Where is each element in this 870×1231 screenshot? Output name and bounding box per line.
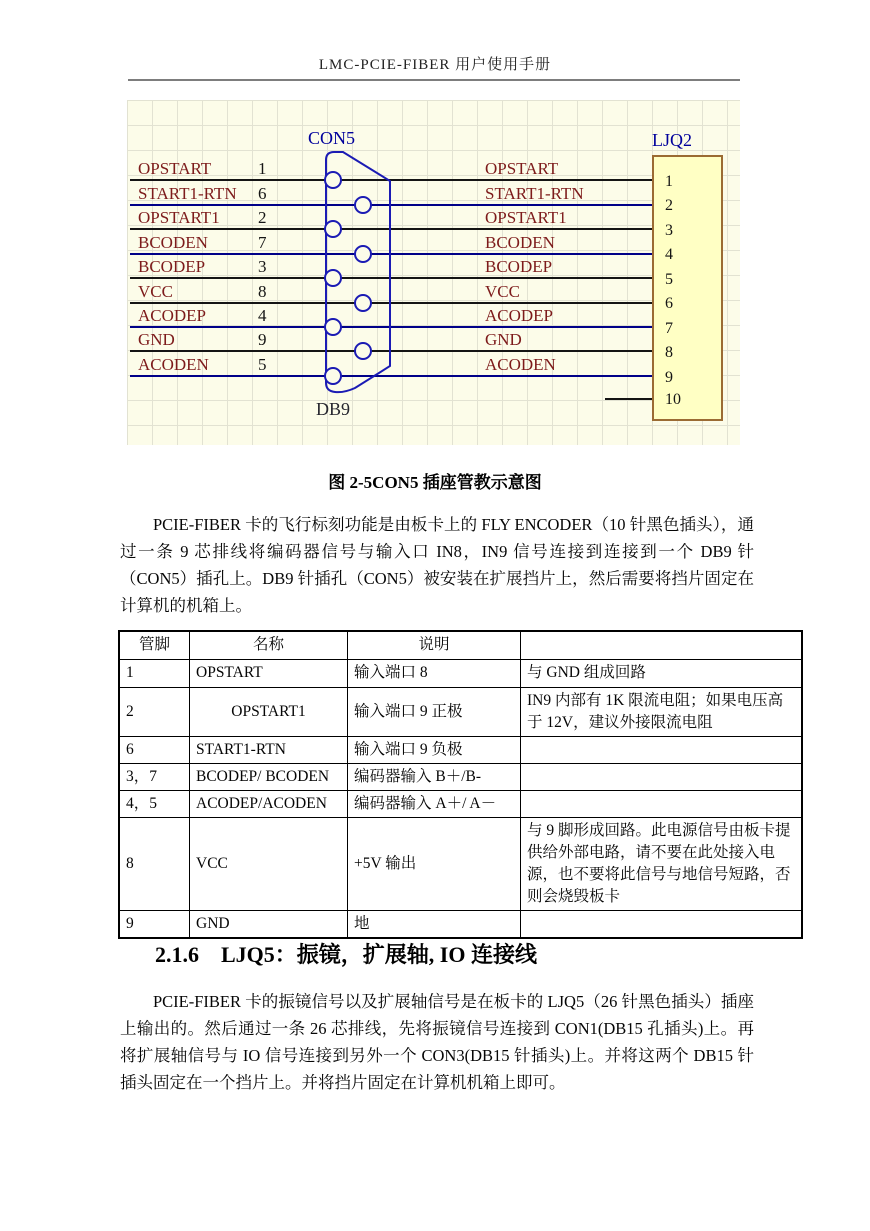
table-cell: 4，5 (119, 790, 190, 817)
section-heading (155, 938, 537, 969)
table-cell: 8 (119, 817, 190, 910)
table-cell (521, 910, 803, 938)
con5-schematic-figure (127, 100, 740, 445)
signal-label-right: VCC (485, 282, 520, 301)
db9-pin8-circle (355, 295, 371, 311)
pin-number: 5 (258, 355, 267, 374)
signal-label: OPSTART (138, 159, 212, 178)
table-cell: BCODEP/ BCODEN (190, 763, 348, 790)
signal-label-right: GND (485, 330, 522, 349)
table-cell: 1 (119, 659, 190, 687)
db9-pin4-circle (325, 319, 341, 335)
table-cell: 输入端口 8 (348, 659, 521, 687)
signal-label-right: ACODEP (485, 306, 554, 325)
signal-label: ACODEP (138, 306, 207, 325)
db9-pin2-circle (325, 221, 341, 237)
ljq2-pin: 6 (665, 295, 673, 312)
signal-label: GND (138, 330, 175, 349)
col-header-desc: 说明 (348, 631, 521, 659)
pin-number: 6 (258, 184, 267, 203)
ljq2-pin: 5 (665, 271, 673, 288)
paragraph-ljq5: PCIE-FIBER 卡的振镜信号以及扩展轴信号是在板卡的 LJQ5（26 针黑色插头）插座上输出的。然后通过一条 26 芯排线，先将振镜信号连接到 CON1(DB15 孔插头)上。再将扩展轴信号与 IO 信号连接到另外一个 CON3(DB15 针插头)上。并将这两个 DB15 针插头固定在一个挡片上。并将挡片固定在计算机机箱上即可。 (120, 992, 754, 1092)
table-cell: 编码器输入 A＋/ A－ (348, 790, 521, 817)
signal-label-right: BCODEN (485, 233, 555, 252)
ljq2-label: LJQ2 (652, 130, 692, 150)
pin-number: 4 (258, 306, 267, 325)
pin-number: 2 (258, 208, 267, 227)
db9-pin3-circle (325, 270, 341, 286)
table-cell: 6 (119, 736, 190, 763)
table-cell: 9 (119, 910, 190, 938)
table-cell: IN9 内部有 1K 限流电阻；如果电压高于 12V，建议外接限流电阻 (521, 687, 803, 736)
table-cell: 与 9 脚形成回路。此电源信号由板卡提供给外部电路，请不要在此处接入电源，也不要将此信号与地信号短路，否则会烧毁板卡 (521, 817, 803, 910)
header-divider (128, 79, 740, 81)
signal-label: BCODEP (138, 257, 206, 276)
table-cell (521, 736, 803, 763)
signal-label: START1-RTN (138, 184, 237, 203)
ljq2-pin: 4 (665, 246, 673, 263)
paragraph-con5: PCIE-FIBER 卡的飞行标刻功能是由板卡上的 FLY ENCODER（10 针黑色插头），通过一条 9 芯排线将编码器信号与输入口 IN8，IN9 信号连接到连接到一个 DB9 针（CON5）插孔上。DB9 针插孔（CON5）被安装在扩展挡片上，然后需要将挡片固定在计算机的机箱上。 (120, 515, 754, 615)
pin-number: 8 (258, 282, 267, 301)
table-cell: 2 (119, 687, 190, 736)
signal-label-right: OPSTART (485, 159, 559, 178)
signal-label: VCC (138, 282, 173, 301)
page-header-title: LMC-PCIE-FIBER 用户使用手册 (318, 57, 552, 73)
table-row (119, 687, 802, 736)
signal-label: ACODEN (138, 355, 209, 374)
figure-caption: 图 2-5CON5 插座管教示意图 (328, 473, 542, 492)
table-row (119, 659, 802, 687)
schematic-canvas (127, 100, 740, 445)
db9-pin1-circle (325, 172, 341, 188)
table-cell: GND (190, 910, 348, 938)
table-cell: 地 (348, 910, 521, 938)
col-header-pin: 管脚 (119, 631, 190, 659)
table-cell (521, 790, 803, 817)
pin-number: 7 (258, 233, 267, 252)
col-header-note (521, 631, 803, 659)
pin-number: 3 (258, 257, 267, 276)
ljq2-pin: 10 (665, 391, 681, 408)
table-cell: 输入端口 9 正极 (348, 687, 521, 736)
ljq2-pin: 7 (665, 320, 673, 337)
pin-number: 1 (258, 159, 267, 178)
table-cell (521, 763, 803, 790)
table-cell: 与 GND 组成回路 (521, 659, 803, 687)
ljq2-pin: 9 (665, 369, 673, 386)
db9-pin7-circle (355, 246, 371, 262)
signal-label-right: OPSTART1 (485, 208, 567, 227)
signal-label-right: ACODEN (485, 355, 556, 374)
col-header-name: 名称 (190, 631, 348, 659)
con5-label: CON5 (308, 128, 356, 148)
table-cell: ACODEP/ACODEN (190, 790, 348, 817)
table-cell: 3，7 (119, 763, 190, 790)
signal-label-right: START1-RTN (485, 184, 584, 203)
table-row (119, 817, 802, 910)
table-cell: OPSTART (190, 659, 348, 687)
pin-number: 9 (258, 330, 267, 349)
table-cell: 输入端口 9 负极 (348, 736, 521, 763)
table-cell: +5V 输出 (348, 817, 521, 910)
db9-pin9-circle (355, 343, 371, 359)
signal-label: BCODEN (138, 233, 208, 252)
table-row (119, 910, 802, 938)
db9-pin6-circle (355, 197, 371, 213)
ljq2-pin: 3 (665, 222, 673, 239)
table-cell: 编码器输入 B＋/B- (348, 763, 521, 790)
table-row (119, 736, 802, 763)
pin-description-table (118, 630, 803, 939)
db9-pin5-circle (325, 368, 341, 384)
db9-label: DB9 (316, 399, 351, 419)
table-row (119, 790, 802, 817)
ljq2-pin: 8 (665, 344, 673, 361)
table-cell: OPSTART1 (190, 687, 348, 736)
signal-label-right: BCODEP (485, 257, 553, 276)
table-row (119, 763, 802, 790)
table-cell: START1-RTN (190, 736, 348, 763)
table-cell: VCC (190, 817, 348, 910)
signal-label: OPSTART1 (138, 208, 220, 227)
section-number: 2.1.6 (155, 942, 199, 967)
section-title: LJQ5：振镜，扩展轴, IO 连接线 (221, 942, 537, 967)
ljq2-pin: 1 (665, 173, 673, 190)
ljq2-pin: 2 (665, 197, 673, 214)
table-header-row (119, 631, 802, 659)
